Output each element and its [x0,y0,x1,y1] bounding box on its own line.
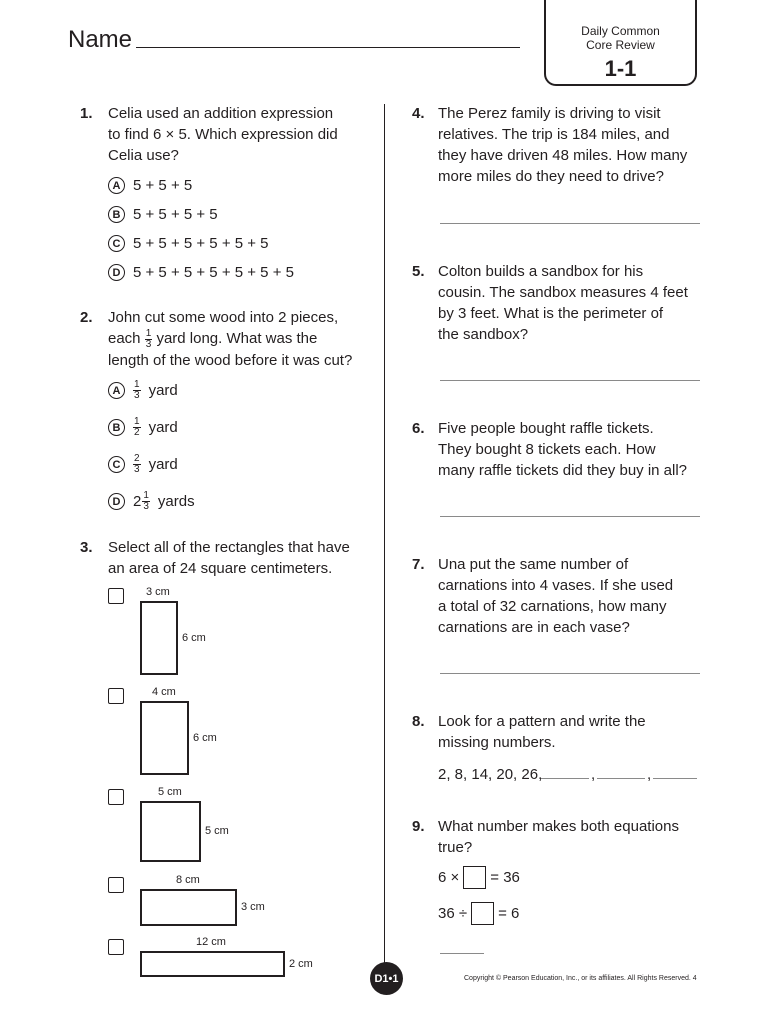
whole-number: 2 [133,493,142,510]
height-label: 6 cm [193,732,217,744]
tab-title-line1: Daily Common [581,24,660,38]
choice-a[interactable] [108,177,192,194]
equation-1 [438,866,520,889]
text-span: yard long. What was the [156,330,318,347]
equation-right: = 6 [498,905,520,922]
rectangle-5x5 [140,801,201,862]
equation-2 [438,902,519,925]
choice-letter: D [108,493,125,510]
rectangle-4x6 [140,701,189,775]
question-line: by 3 feet. What is the perimeter of [438,305,664,322]
question-number: 3. [80,539,93,556]
width-label: 4 cm [152,686,176,698]
question-4-text [438,103,708,187]
question-line: more miles do they need to drive? [438,168,664,185]
question-6-text [438,418,718,481]
question-line: They bought 8 tickets each. How [438,441,656,458]
question-number: 1. [80,105,93,122]
question-line: The Perez family is driving to visit [438,105,661,122]
denominator: 3 [143,501,149,512]
answer-line[interactable] [440,516,700,517]
comma: , [591,766,596,783]
name-label: Name [68,26,133,53]
rectangle-3x6 [140,601,178,675]
width-label: 12 cm [196,936,226,948]
question-5-text [438,261,708,345]
blank-3[interactable] [653,778,697,779]
question-line: What number makes both equations [438,818,679,835]
answer-line[interactable] [440,673,700,674]
fraction [133,454,141,475]
choice-letter: D [108,264,125,281]
question-line: Celia used an addition expression [108,105,334,122]
question-line: length of the wood before it was cut? [108,351,353,369]
missing-number-box[interactable] [463,866,486,889]
fraction [133,417,141,438]
page-badge: D1•1 [370,962,403,995]
question-7-text [438,554,708,638]
question-3-text [108,537,383,579]
rectangle-12x2 [140,951,285,977]
blank-2[interactable] [597,778,645,779]
choice-unit: yard [148,382,178,399]
height-label: 3 cm [241,901,265,913]
rectangle-checkbox[interactable] [108,688,124,704]
question-line: relatives. The trip is 184 miles, and [438,126,670,143]
choice-unit: yard [148,419,178,436]
equation-right: = 36 [490,869,520,886]
choice-a[interactable] [108,380,178,401]
question-line: they have driven 48 miles. How many [438,147,688,164]
rectangle-checkbox[interactable] [108,877,124,893]
review-tab [544,0,697,86]
question-8-text [438,711,708,753]
question-line: Celia use? [108,147,179,164]
choice-b[interactable] [108,417,178,438]
choice-text: 5 + 5 + 5 + 5 + 5 + 5 [133,235,269,252]
equation-left: 36 ÷ [438,905,468,922]
width-label: 5 cm [158,786,182,798]
question-number: 2. [80,309,93,326]
denominator: 3 [134,390,140,401]
numerator: 2 [134,453,140,464]
question-line: John cut some wood into 2 pieces, [108,309,339,326]
choice-letter: C [108,235,125,252]
question-number: 6. [412,420,425,437]
choice-d[interactable] [108,491,195,512]
choice-letter: C [108,456,125,473]
question-line: true? [438,839,473,856]
answer-line[interactable] [440,380,700,381]
choice-text: 5 + 5 + 5 [133,177,193,194]
numerator: 1 [143,490,149,501]
height-label: 2 cm [289,958,313,970]
question-line: an area of 24 square centimeters. [108,560,333,577]
choice-text: 5 + 5 + 5 + 5 + 5 + 5 + 5 [133,264,294,281]
question-number: 7. [412,556,425,573]
question-number: 5. [412,263,425,280]
rectangle-checkbox[interactable] [108,939,124,955]
question-line [108,328,383,350]
blank-1[interactable] [541,778,589,779]
width-label: 3 cm [146,586,170,598]
question-number: 9. [412,818,425,835]
fraction [133,380,141,401]
question-1-text [108,103,378,166]
question-line: carnations are in each vase? [438,619,630,636]
rectangle-8x3 [140,889,237,926]
choice-letter: A [108,177,125,194]
tab-number: 1-1 [604,56,637,81]
choice-unit: yards [157,493,195,510]
fraction [142,491,150,512]
pattern-sequence: 2, 8, 14, 20, 26, [438,766,543,783]
denominator: 2 [134,427,140,438]
height-label: 5 cm [205,825,229,837]
copyright-text: Copyright © Pearson Education, Inc., or its affiliates. All Rights Reserved. 4 [464,975,697,982]
numerator: 1 [134,379,140,390]
choice-unit: yard [148,456,178,473]
comma: , [647,766,652,783]
choice-c[interactable] [108,454,178,475]
answer-line[interactable] [440,953,484,954]
question-line: a total of 32 carnations, how many [438,598,667,615]
question-line: the sandbox? [438,326,529,343]
question-line: Select all of the rectangles that have [108,539,350,556]
column-divider [384,104,385,964]
question-number: 8. [412,713,425,730]
choice-c[interactable] [108,235,269,252]
choice-letter: B [108,419,125,436]
missing-number-box[interactable] [471,902,494,925]
question-line: many raffle tickets did they buy in all? [438,462,688,479]
choice-b[interactable] [108,206,218,223]
rectangle-checkbox[interactable] [108,588,124,604]
height-label: 6 cm [182,632,206,644]
text-span: each [108,330,141,347]
denominator: 3 [134,464,140,475]
question-line: Una put the same number of [438,556,629,573]
denominator: 3 [145,338,152,350]
question-line: Look for a pattern and write the [438,713,646,730]
question-line: Colton builds a sandbox for his [438,263,644,280]
choice-text: 5 + 5 + 5 + 5 [133,206,218,223]
question-line: to find 6 × 5. Which expression did [108,126,338,143]
question-line: cousin. The sandbox measures 4 feet [438,284,688,301]
numerator: 1 [134,416,140,427]
tab-title-line2: Core Review [586,38,655,52]
question-line: Five people bought raffle tickets. [438,420,654,437]
fraction [145,329,153,350]
question-9-text [438,816,708,858]
equation-left: 6 × [438,869,460,886]
choice-letter: A [108,382,125,399]
width-label: 8 cm [176,874,200,886]
question-line: missing numbers. [438,734,556,751]
answer-line[interactable] [440,223,700,224]
question-line: carnations into 4 vases. If she used [438,577,674,594]
name-input-line[interactable] [136,47,520,48]
rectangle-checkbox[interactable] [108,789,124,805]
question-2-text [108,307,383,371]
numerator: 1 [145,327,152,339]
choice-letter: B [108,206,125,223]
question-number: 4. [412,105,425,122]
choice-d[interactable] [108,264,294,281]
